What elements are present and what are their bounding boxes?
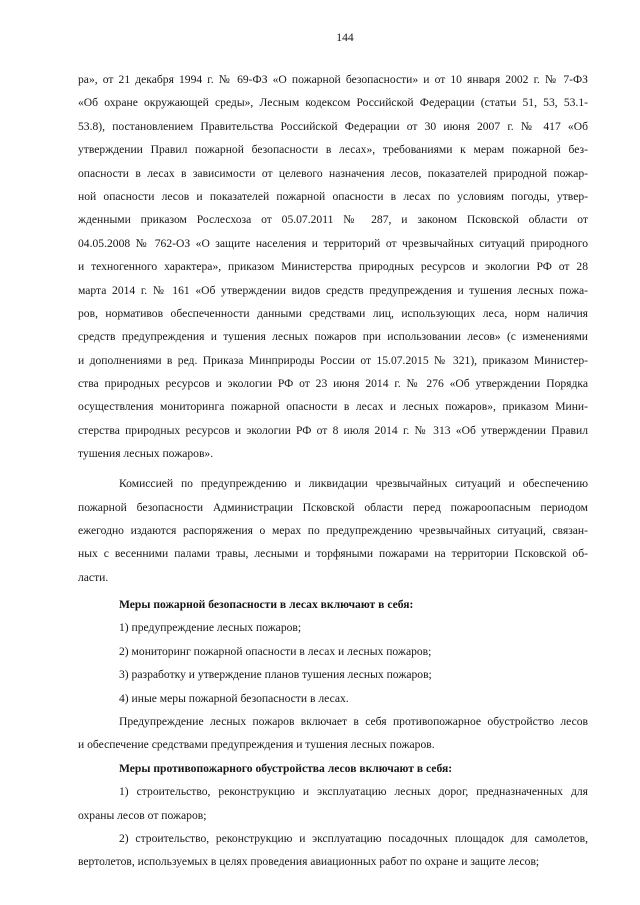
text-line: стерства природных ресурсов и экологии РФ от 8 июля 2014 г. № 313 «Об утверждении Правил: [78, 423, 588, 437]
list-item: 2) мониторинг пожарной опасности в лесах и лесных пожаров;: [119, 644, 432, 658]
text-line: 04.05.2008 № 762-ОЗ «О защите населения и территорий от чрезвычайных ситуаций природного: [78, 236, 588, 250]
text-line: 53.8), постановлением Правительства Российской Федерации от 30 июня 2007 г. № 417 «Об: [78, 119, 588, 133]
text-line: ласти.: [78, 570, 109, 584]
text-line: ства природных ресурсов и экологии РФ от 23 июня 2014 г. № 276 «Об утверждении Порядка: [78, 377, 588, 391]
list-item: 4) иные меры пожарной безопасности в лесах.: [119, 691, 349, 705]
text-line: тушения лесных пожаров».: [78, 447, 214, 461]
text-line: ров, нормативов обеспеченности данными средствами лиц, использующих леса, норм наличия: [78, 306, 588, 320]
text-line: марта 2014 г. № 161 «Об утверждении видов средств предупреждения и тушения лесных пожа-: [78, 283, 588, 297]
text-line: ежегодно издаются распоряжения о мерах по предупреждению чрезвычайных ситуаций, связан-: [78, 523, 588, 537]
text-line: средств предупреждения и тушения лесных пожаров при использовании лесов» (с изменениями: [78, 330, 588, 344]
list-item-continuation: вертолетов, используемых в целях проведения авиационных работ по охране и защите лесов;: [78, 855, 540, 869]
text-line: опасности в лесах в зависимости от целевого назначения лесов, показателей природной пожар-: [78, 166, 588, 180]
text-line: Предупреждение лесных пожаров включает в себя противопожарное обустройство лесов: [119, 715, 588, 729]
list-item: 1) строительство, реконструкцию и эксплуатацию лесных дорог, предназначенных для: [119, 785, 588, 799]
text-line: пожарной безопасности Администрации Псковской области перед пожароопасным периодом: [78, 500, 588, 514]
text-line: ной опасности лесов и показателей пожарной опасности в лесах по условиям погоды, утвер-: [78, 189, 588, 203]
fire-prevention-measures-section: [78, 757, 588, 874]
text-line: «Об охране окружающей среды», Лесным кодексом Российской Федерации (статьи 51, 53, 53.1-: [78, 96, 588, 110]
text-line: ра», от 21 декабря 1994 г. № 69-ФЗ «О пожарной безопасности» и от 10 января 2002 г. № 7-ФЗ: [78, 73, 588, 86]
text-line: жденными приказом Рослесхоза от 05.07.2011 № 287, и законом Псковской области от: [78, 213, 588, 227]
list-item: 3) разработку и утверждение планов тушения лесных пожаров;: [119, 668, 432, 682]
text-line: осуществления мониторинга пожарной опасности в лесах и лесных пожаров», приказом Мини-: [78, 400, 588, 414]
list-item: 2) строительство, реконструкцию и эксплуатацию посадочных площадок для самолетов,: [119, 832, 588, 845]
fire-safety-measures-section: [78, 593, 588, 710]
text-line: и обеспечение средствами предупреждения и тушения лесных пожаров.: [78, 738, 435, 752]
text-line: ных с весенними палами травы, лесными и торфяными пожарами на территории Псковской об-: [78, 547, 588, 561]
text-line: и техногенного характера», приказом Министерства природных ресурсов и экологии РФ от 28: [78, 260, 588, 274]
page-number: 144: [336, 31, 354, 44]
text-line: и дополнениями в ред. Приказа Минприроды России от 15.07.2015 № 321), приказом Министер-: [78, 353, 588, 367]
section-heading: Меры пожарной безопасности в лесах включают в себя:: [119, 598, 414, 612]
paragraph-commission: [78, 472, 588, 589]
paragraph-legal-basis: [78, 68, 588, 466]
list-item: 1) предупреждение лесных пожаров;: [119, 621, 302, 635]
document-body: [78, 68, 588, 874]
list-item-continuation: охраны лесов от пожаров;: [78, 808, 207, 822]
text-line: Комиссией по предупреждению и ликвидации чрезвычайных ситуаций и обеспечению: [119, 477, 588, 491]
section-heading: Меры противопожарного обустройства лесов включают в себя:: [119, 761, 453, 775]
paragraph-prevention: [78, 710, 588, 757]
text-line: утверждении Правил пожарной безопасности в лесах», требованиями к мерам пожарной без-: [78, 143, 588, 157]
